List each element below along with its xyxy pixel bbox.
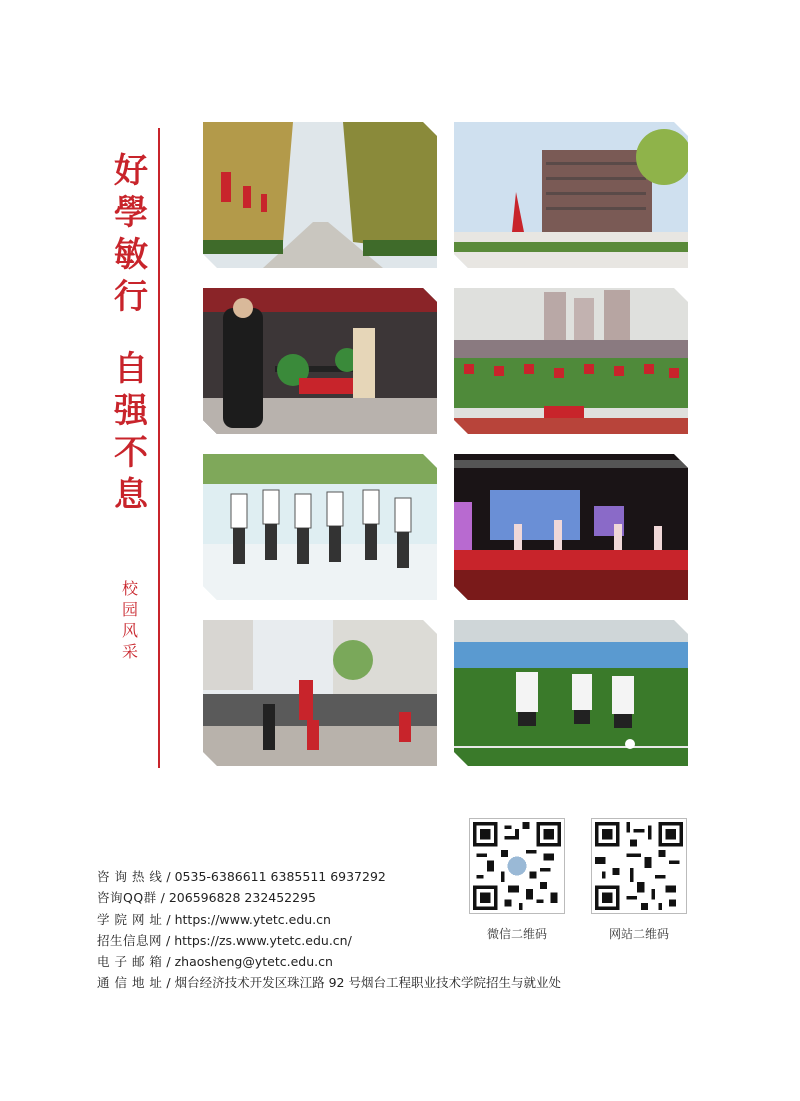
subtitle-char: 风 bbox=[121, 621, 138, 640]
contact-label: 咨询QQ群 bbox=[97, 890, 157, 906]
slogan-char: 好 bbox=[114, 151, 148, 191]
subtitle-char: 校 bbox=[121, 579, 138, 598]
slogan-char: 强 bbox=[114, 391, 148, 431]
slogan-char: 自 bbox=[114, 349, 148, 389]
contact-row-address: 通 信 地 址 / 烟台经济技术开发区珠江路 92 号烟台工程职业技术学院招生与就业处 bbox=[97, 975, 561, 991]
roller-skating-students-photo bbox=[203, 454, 437, 600]
slogan-char: 行 bbox=[114, 277, 148, 317]
section-subtitle bbox=[117, 578, 143, 662]
website-qr-code bbox=[591, 818, 687, 914]
contact-row-hotline: 咨 询 热 线 / 0535-6386611 6385511 6937292 bbox=[97, 869, 386, 884]
gym-weightlifting-photo bbox=[203, 288, 437, 434]
contact-row-qq: 咨询QQ群 / 206596828 232452295 bbox=[97, 890, 316, 906]
contact-label: 咨 询 热 线 bbox=[97, 869, 163, 884]
slogan-char: 息 bbox=[114, 475, 148, 515]
tree-lined-campus-road-photo bbox=[203, 122, 437, 268]
contact-label: 电 子 邮 箱 bbox=[97, 954, 163, 970]
contact-row-email: 电 子 邮 箱 / zhaosheng@ytetc.edu.cn bbox=[97, 954, 333, 970]
stage-performance-photo bbox=[454, 454, 688, 600]
wechat-qr-caption: 微信二维码 bbox=[486, 927, 547, 941]
contact-value: 烟台经济技术开发区珠江路 92 号烟台工程职业技术学院招生与就业处 bbox=[174, 975, 561, 991]
football-match-photo bbox=[454, 620, 688, 766]
contact-value: https://www.ytetc.edu.cn bbox=[174, 911, 331, 927]
sports-ceremony-flags-photo bbox=[454, 288, 688, 434]
slogan-char: 敏 bbox=[114, 235, 148, 275]
vertical-slogan bbox=[108, 150, 154, 516]
wechat-qr-code bbox=[469, 818, 565, 914]
website-qr-caption: 网站二维码 bbox=[608, 927, 669, 941]
campus-building-sculpture-photo bbox=[454, 122, 688, 268]
contact-value: https://zs.www.ytetc.edu.cn/ bbox=[174, 932, 352, 948]
subtitle-char: 园 bbox=[121, 600, 138, 619]
contact-label: 招生信息网 bbox=[97, 932, 163, 948]
slogan-char: 學 bbox=[114, 193, 148, 233]
contact-label: 学 院 网 址 bbox=[97, 911, 163, 927]
contact-value: 0535-6386611 6385511 6937292 bbox=[174, 869, 386, 884]
contact-row-admission-site: 招生信息网 / https://zs.www.ytetc.edu.cn/ bbox=[97, 932, 352, 948]
contact-value: zhaosheng@ytetc.edu.cn bbox=[174, 954, 333, 970]
slogan-char: 不 bbox=[114, 433, 148, 473]
slogan-gap bbox=[108, 318, 154, 348]
contact-label: 通 信 地 址 bbox=[97, 975, 163, 991]
vertical-divider bbox=[158, 128, 160, 768]
basketball-game-photo bbox=[203, 620, 437, 766]
contact-value: 206596828 232452295 bbox=[168, 890, 316, 906]
contact-row-website: 学 院 网 址 / https://www.ytetc.edu.cn bbox=[97, 911, 331, 927]
subtitle-char: 采 bbox=[121, 642, 138, 661]
